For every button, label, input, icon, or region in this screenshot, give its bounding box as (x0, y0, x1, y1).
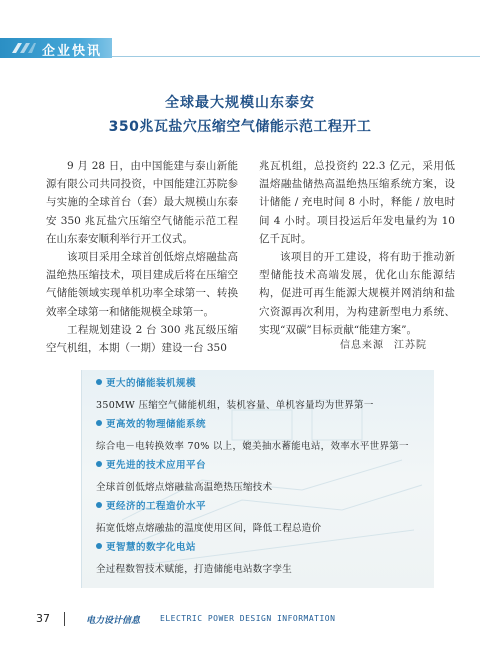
source-label: 信息来源 (340, 340, 384, 351)
feature-item (96, 459, 426, 495)
body-paragraph: 工程规划建设 2 台 300 兆瓦级压缩空气机组，本期（一期）建设一台 350 (46, 323, 238, 355)
feature-item (96, 500, 426, 536)
body-column-left (46, 157, 238, 357)
feature-highlights-box (81, 370, 434, 588)
feature-item (96, 377, 426, 413)
section-banner (0, 38, 480, 58)
article-title-line2: 350兆瓦盐穴压缩空气储能示范工程开工 (108, 119, 372, 135)
body-paragraph-continued: 兆瓦机组，总投资约 22.3 亿元，采用低温熔融盐储热高温绝热压缩系统方案，设计储能 / 充电时间 8 小时，释能 / 放电时间 4 小时。项目投运后年发电量约为 10 亿千瓦时。 (259, 160, 455, 245)
magazine-name-cn: 电力设计信息 (86, 616, 141, 626)
banner-ornament-icon (12, 43, 36, 53)
bullet-dot-icon (96, 543, 102, 549)
section-label: 企业快讯 (42, 44, 103, 59)
bullet-dot-icon (96, 461, 102, 467)
feature-desc: 350MW 压缩空气储能机组，装机容量、单机容量均为世界第一 (96, 400, 374, 411)
section-rule (112, 56, 480, 57)
bullet-dot-icon (96, 420, 102, 426)
feature-item (96, 541, 426, 577)
feature-title: 更智慧的数字化电站 (106, 542, 197, 553)
bullet-dot-icon (96, 379, 102, 385)
body-column-right (259, 157, 455, 339)
body-paragraph: 9 月 28 日，由中国能建与泰山新能源有限公司共同投资，中国能建江苏院参与实施的全球首台（套）最大规模山东泰安 350 兆瓦盐穴压缩空气储能示范工程在山东泰安顺利举行开工仪式。 (46, 160, 238, 245)
page-number: 37 (36, 612, 50, 625)
feature-desc: 全球首创低熔点熔融盐高温绝热压缩技术 (96, 482, 273, 493)
page-footer (0, 610, 480, 630)
feature-item (96, 418, 426, 454)
body-paragraph: 该项目的开工建设，将有助于推动新型储能技术高端发展，优化山东能源结构，促进可再生能源大规模并网消纳和盐穴资源再次利用，为构建新型电力系统、实现“双碳”目标贡献“能建方案”。 (259, 251, 455, 336)
article-title-line1: 全球最大规模山东泰安 (165, 95, 315, 111)
feature-desc: 拓宽低熔点熔融盐的温度使用区间，降低工程总造价 (96, 523, 322, 534)
article-source (340, 336, 427, 351)
feature-desc: 全过程数智技术赋能，打造储能电站数字孪生 (96, 564, 293, 575)
footer-divider (64, 612, 65, 626)
source-name: 江苏院 (394, 340, 427, 351)
feature-desc: 综合电－电转换效率 70% 以上，媲美抽水蓄能电站，效率水平世界第一 (96, 441, 409, 452)
feature-title: 更大的储能装机规模 (106, 378, 197, 389)
feature-title: 更高效的物理储能系统 (106, 419, 207, 430)
magazine-name-en: ELECTRIC POWER DESIGN INFORMATION (160, 614, 336, 623)
feature-title: 更先进的技术应用平台 (106, 460, 207, 471)
feature-title: 更经济的工程造价水平 (106, 501, 207, 512)
body-paragraph: 该项目采用全球首创低熔点熔融盐高温绝热压缩技术，项目建成后将在压缩空气储能领域实现单机功率全球第一、转换效率全球第一和储能规模全球第一。 (46, 251, 238, 318)
bullet-dot-icon (96, 502, 102, 508)
